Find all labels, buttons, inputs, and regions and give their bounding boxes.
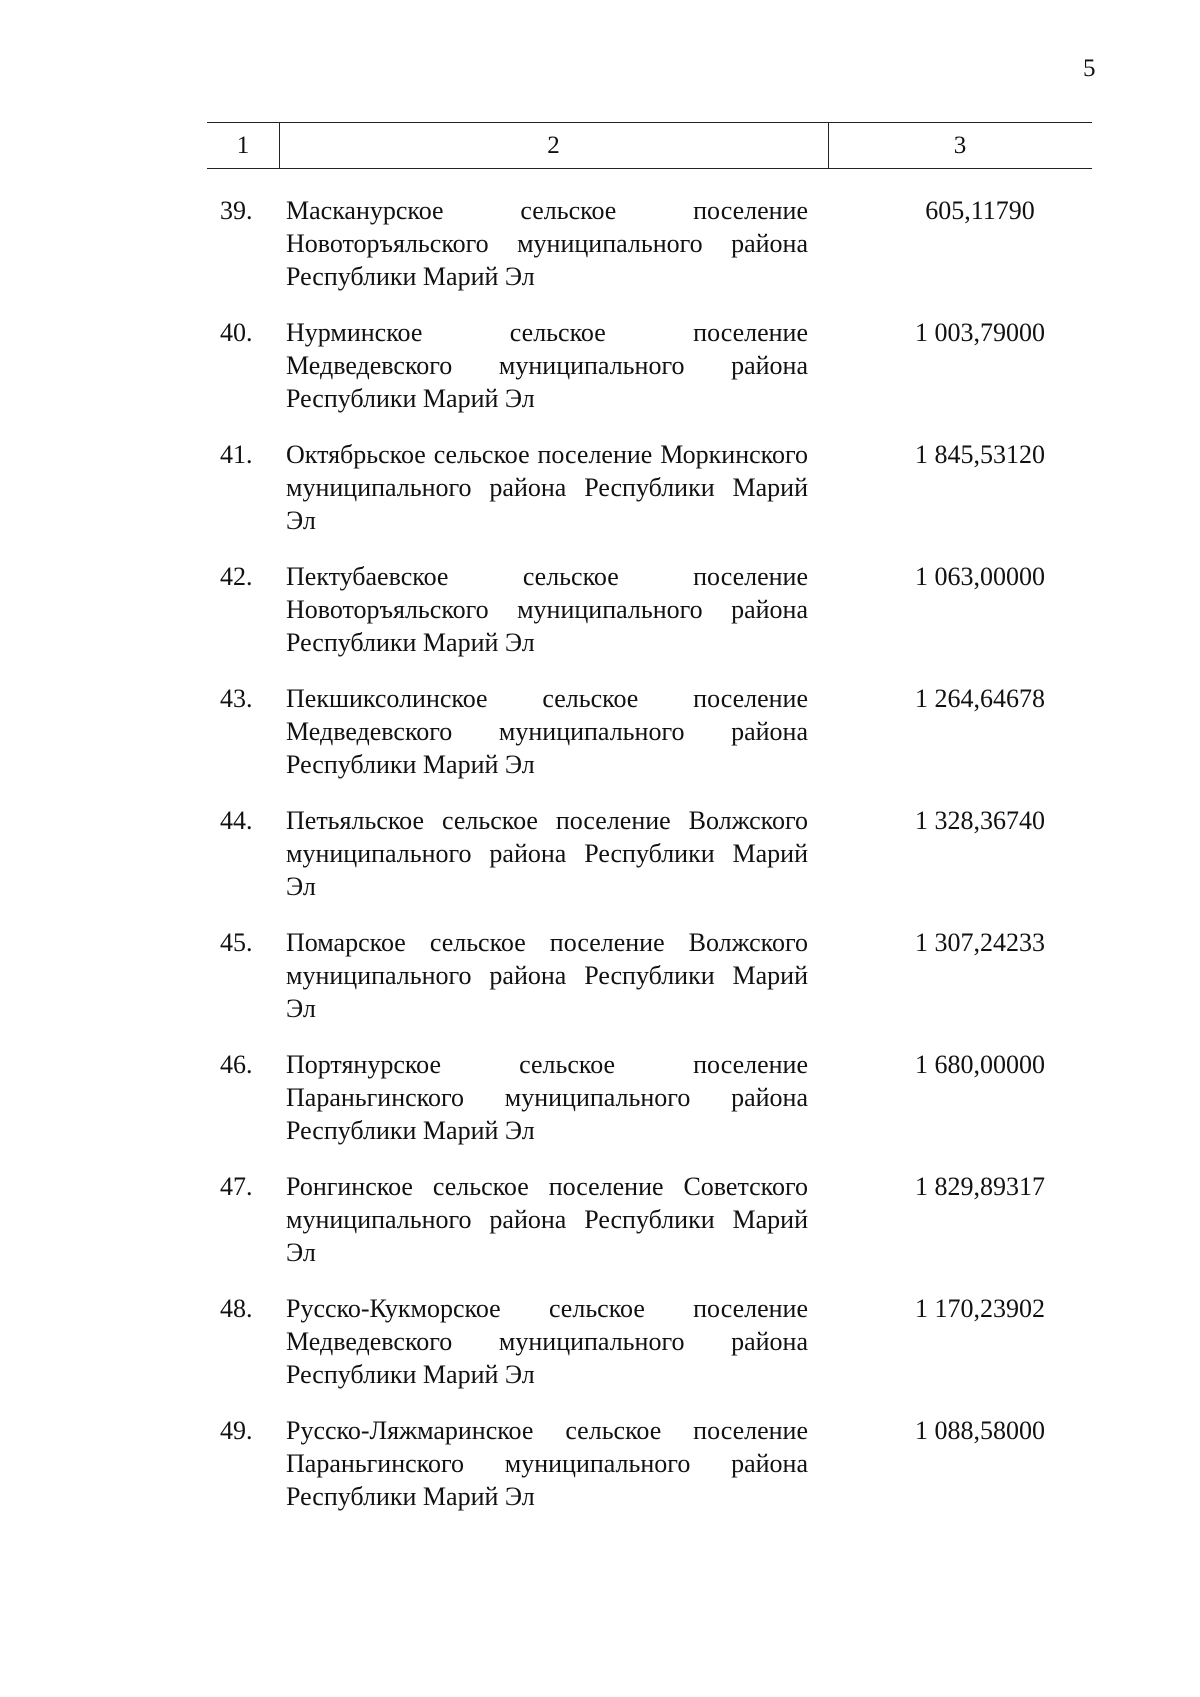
row-number: 47. — [220, 1172, 253, 1201]
table-row — [0, 926, 1200, 1046]
row-number: 42. — [220, 562, 253, 591]
table-row — [0, 560, 1200, 680]
amount-value: 1 680,00000 — [915, 1050, 1045, 1079]
table-row — [0, 316, 1200, 436]
header-col-2: 2 — [279, 123, 829, 168]
row-number: 43. — [220, 684, 253, 713]
amount-value: 1 088,58000 — [915, 1416, 1045, 1445]
amount-value: 1 264,64678 — [915, 684, 1045, 713]
table-row — [0, 194, 1200, 314]
row-number: 48. — [220, 1294, 253, 1323]
settlement-name: Портянурское сельское поселение Параньгинского муниципального района Республики Марий Эл — [286, 1050, 808, 1145]
page-number: 5 — [1083, 55, 1096, 82]
row-number: 40. — [220, 318, 253, 347]
header-col-3: 3 — [953, 132, 967, 159]
table-row — [0, 1170, 1200, 1290]
amount-value: 1 063,00000 — [915, 562, 1045, 591]
table-row — [0, 438, 1200, 558]
table-row — [0, 1048, 1200, 1168]
row-number: 46. — [220, 1050, 253, 1079]
row-number: 45. — [220, 928, 253, 957]
amount-value: 605,11790 — [925, 196, 1035, 225]
table-row — [0, 1292, 1200, 1412]
row-number: 49. — [220, 1416, 253, 1445]
settlement-name: Русско-Ляжмаринское сельское поселение Параньгинского муниципального района Республики Марий Эл — [286, 1416, 808, 1511]
settlement-name: Русско-Кукморское сельское поселение Медведевского муниципального района Республики Марий Эл — [286, 1294, 808, 1389]
table-row — [0, 1414, 1200, 1534]
settlement-name: Пекшиксолинское сельское поселение Медведевского муниципального района Республики Марий Эл — [286, 684, 808, 779]
amount-value: 1 829,89317 — [915, 1172, 1045, 1201]
row-number: 39. — [220, 196, 253, 225]
amount-value: 1 003,79000 — [915, 318, 1045, 347]
table-row — [0, 804, 1200, 924]
row-number: 41. — [220, 440, 253, 469]
settlement-name: Нурминское сельское поселение Медведевского муниципального района Республики Марий Эл — [286, 318, 808, 413]
header-col-1: 1 — [207, 123, 280, 168]
amount-value: 1 307,24233 — [915, 928, 1045, 957]
settlement-name: Помарское сельское поселение Волжского муниципального района Республики Марий Эл — [286, 928, 808, 1023]
settlement-name: Ронгинское сельское поселение Советского муниципального района Республики Марий Эл — [286, 1172, 808, 1267]
row-number: 44. — [220, 806, 253, 835]
amount-value: 1 170,23902 — [915, 1294, 1045, 1323]
settlement-name: Пектубаевское сельское поселение Новоторъяльского муниципального района Республики Марий Эл — [286, 562, 808, 657]
settlement-name: Масканурское сельское поселение Новоторъяльского муниципального района Республики Марий Эл — [286, 196, 808, 291]
amount-value: 1 845,53120 — [915, 440, 1045, 469]
settlement-name: Октябрьское сельское поселение Моркинского муниципального района Республики Марий Эл — [286, 440, 808, 535]
table-header — [207, 122, 1092, 169]
amount-value: 1 328,36740 — [915, 806, 1045, 835]
table-row — [0, 682, 1200, 802]
settlement-name: Петьяльское сельское поселение Волжского муниципального района Республики Марий Эл — [286, 806, 808, 901]
